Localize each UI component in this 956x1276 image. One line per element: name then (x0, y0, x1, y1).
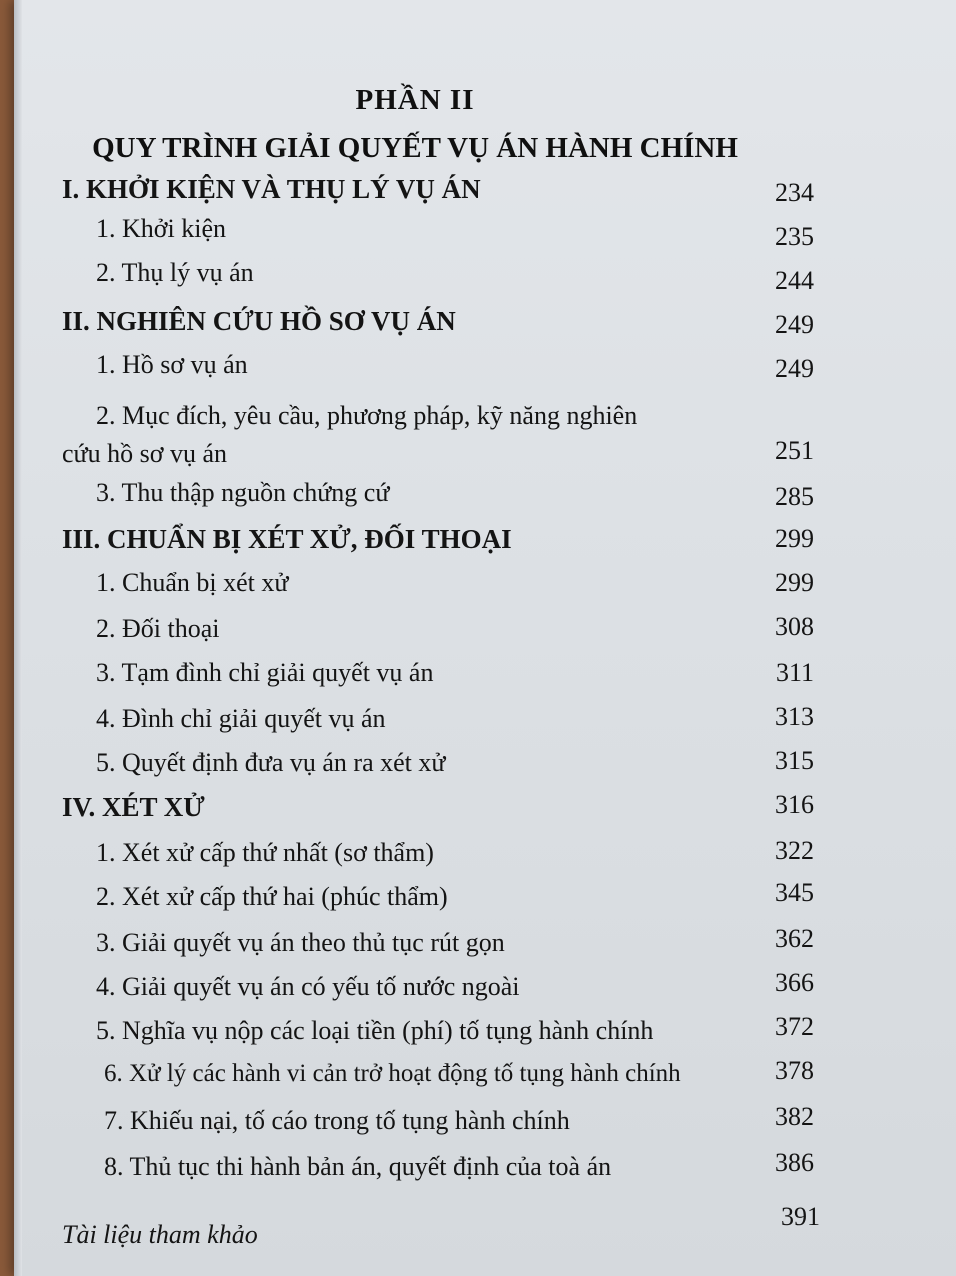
toc-page: 386 (775, 1148, 814, 1177)
part-label: PHẦN II (355, 84, 475, 116)
toc-page: 249 (775, 354, 814, 383)
toc-item (0, 478, 956, 518)
toc-item (0, 568, 956, 608)
toc-page: 299 (775, 568, 814, 597)
toc-item (0, 1102, 956, 1146)
toc-item (0, 350, 956, 390)
toc-label: 8. Thủ tục thi hành bản án, quyết định của toà án (104, 1152, 612, 1181)
toc-label: III. CHUẨN BỊ XÉT XỬ, ĐỐI THOẠI (62, 524, 512, 554)
toc-item (0, 968, 956, 1012)
part-title: QUY TRÌNH GIẢI QUYẾT VỤ ÁN HÀNH CHÍNH (92, 132, 738, 164)
toc-section (0, 174, 956, 214)
toc-label: 1. Khởi kiện (96, 214, 227, 243)
toc-page: 251 (775, 436, 814, 465)
toc-label: II. NGHIÊN CỨU HỒ SƠ VỤ ÁN (62, 306, 456, 336)
toc-page: 378 (775, 1056, 814, 1085)
toc-references (0, 1202, 956, 1260)
toc-page: 372 (775, 1012, 814, 1041)
toc-item (0, 1056, 956, 1100)
toc-page: 313 (775, 702, 814, 731)
toc-page: 249 (775, 310, 814, 339)
toc-page: 322 (775, 836, 814, 865)
toc-page: 299 (775, 524, 814, 553)
toc-item (0, 214, 956, 254)
toc-label: 2. Xét xử cấp thứ hai (phúc thẩm) (96, 882, 448, 911)
toc-page: 315 (775, 746, 814, 775)
toc-page: 311 (775, 658, 814, 687)
toc-page: 391 (781, 1202, 820, 1231)
toc-label: 1. Xét xử cấp thứ nhất (sơ thẩm) (96, 838, 434, 867)
toc-label: 3. Thu thập nguồn chứng cứ (96, 478, 390, 507)
toc-label: IV. XÉT XỬ (62, 792, 205, 822)
toc-label: 7. Khiếu nại, tố cáo trong tố tụng hành chính (104, 1106, 570, 1135)
toc-item (0, 748, 956, 788)
toc-label: 1. Chuẩn bị xét xử (96, 568, 289, 597)
toc-label: I. KHỞI KIỆN VÀ THỤ LÝ VỤ ÁN (62, 174, 481, 204)
toc-label: 5. Nghĩa vụ nộp các loại tiền (phí) tố tụng hành chính (96, 1016, 654, 1045)
toc-label-continued: cứu hồ sơ vụ án (62, 439, 228, 468)
toc-label: 2. Thụ lý vụ án (96, 258, 254, 287)
toc-label: 3. Giải quyết vụ án theo thủ tục rút gọn (96, 928, 505, 957)
toc-item (0, 838, 956, 878)
toc-label: 2. Đối thoại (96, 614, 220, 643)
toc-label: 2. Mục đích, yêu cầu, phương pháp, kỹ năng nghiên (96, 401, 638, 430)
toc-item (0, 704, 956, 744)
toc-label: 6. Xử lý các hành vi cản trở hoạt động tố tụng hành chính (104, 1060, 681, 1087)
toc-section (0, 792, 956, 832)
toc-label: Tài liệu tham khảo (62, 1220, 258, 1249)
toc-label: 5. Quyết định đưa vụ án ra xét xử (96, 748, 446, 777)
toc-label: 3. Tạm đình chỉ giải quyết vụ án (96, 658, 434, 687)
toc-item (0, 1148, 956, 1192)
toc-page: 285 (775, 482, 814, 511)
toc-item (0, 396, 956, 480)
toc-page: 234 (775, 178, 814, 207)
toc-label: 4. Đình chỉ giải quyết vụ án (96, 704, 386, 733)
toc-label: 4. Giải quyết vụ án có yếu tố nước ngoài (96, 972, 520, 1001)
toc-page: 244 (775, 266, 814, 295)
toc-section (0, 306, 956, 346)
toc-item (0, 658, 956, 698)
toc-item (0, 924, 956, 968)
toc-item (0, 258, 956, 298)
toc-page: 316 (775, 790, 814, 819)
toc-page: 308 (775, 612, 814, 641)
toc-label: 1. Hồ sơ vụ án (96, 350, 248, 379)
toc-item (0, 878, 956, 922)
toc-page: 362 (775, 924, 814, 953)
toc-item (0, 614, 956, 654)
toc-page: 366 (775, 968, 814, 997)
toc-section (0, 524, 956, 564)
toc-page: 382 (775, 1102, 814, 1131)
toc-item (0, 1012, 956, 1056)
toc-page: 345 (775, 878, 814, 907)
toc-page: 235 (775, 222, 814, 251)
